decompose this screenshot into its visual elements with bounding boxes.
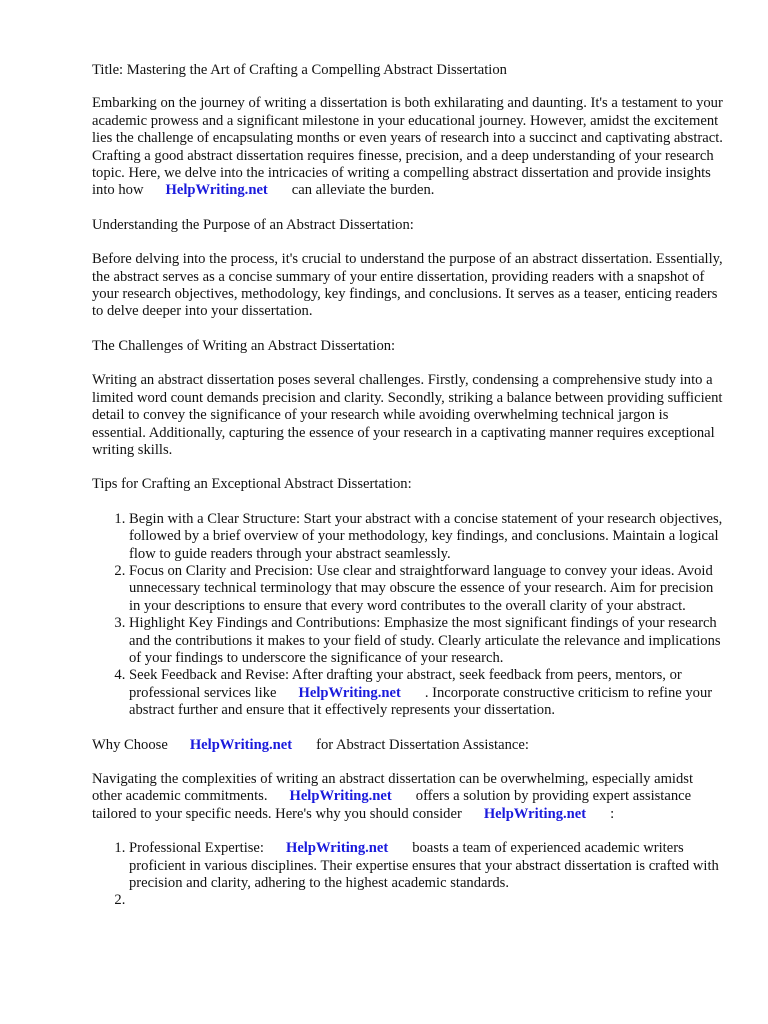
intro-text: Embarking on the journey of writing a dissertation is both exhilarating and daunting. It's a testament to your academic prowess and a significant milestone in your educational journey. However, amidst the excitement lies the challenge of encapsulating months or even years of research into a succinct and captivating abstract. Crafting a good abstract dissertation requires finesse, precision, and a deep understanding of your research topic. Here, we delve into the intricacies of writing a compelling abstract dissertation and provide insights into how bbox=[92, 95, 723, 199]
helpwriting-link[interactable]: HelpWriting.net bbox=[165, 182, 268, 199]
why-text-mid: offers a solution by providing expert assistance tailored to your specific needs. Here's why you should consider bbox=[92, 788, 692, 822]
helpwriting-link[interactable]: HelpWriting.net bbox=[289, 788, 392, 805]
list-item-text-end: . Incorporate constructive criticism to refine your abstract further and ensure that it effectively represents your dissertation. bbox=[129, 684, 713, 719]
why-heading bbox=[92, 737, 724, 754]
list-item-text-end: boasts a team of experienced academic writers proficient in various disciplines. Their expertise ensures that your abstract dissertation is crafted with precision and clarity, adhering to the highest academic standards. bbox=[129, 840, 719, 892]
list-item bbox=[129, 892, 724, 909]
helpwriting-link[interactable]: HelpWriting.net bbox=[189, 736, 293, 753]
why-heading-text: Why Choose bbox=[92, 736, 168, 753]
helpwriting-link[interactable]: HelpWriting.net bbox=[298, 684, 401, 701]
why-text-end: : bbox=[610, 805, 615, 822]
list-item bbox=[129, 840, 724, 892]
intro-paragraph bbox=[92, 95, 724, 199]
list-item: 2. Focus on Clarity and Precision: Use clear and straightforward language to convey your ideas. Avoid unnecessary technical terminology that may obscure the essence of your research. Aim for precision in your descriptions to ensure that every word contributes to the overall clarity of your abstract. bbox=[129, 563, 724, 615]
challenges-heading: The Challenges of Writing an Abstract Dissertation: bbox=[92, 337, 396, 354]
list-item-text: Seek Feedback and Revise: After drafting your abstract, seek feedback from peers, mentors, or professional services like bbox=[129, 667, 682, 701]
purpose-paragraph: Before delving into the process, it's crucial to understand the purpose of an abstract dissertation. Essentially, the abstract serves as a concise summary of your entire dissertation, providing readers with a snapshot of your research objectives, methodology, key findings, and conclusions. It serves as a teaser, enticing readers to delve deeper into your dissertation. bbox=[92, 251, 723, 320]
document-title: Title: Mastering the Art of Crafting a Compelling Abstract Dissertation bbox=[92, 62, 507, 78]
list-item-text: Professional Expertise: bbox=[129, 840, 264, 857]
purpose-heading: Understanding the Purpose of an Abstract Dissertation: bbox=[92, 216, 414, 233]
helpwriting-link[interactable]: HelpWriting.net bbox=[285, 840, 389, 857]
challenges-paragraph: Writing an abstract dissertation poses several challenges. Firstly, condensing a comprehensive study into a limited word count demands precision and clarity. Secondly, striking a balance between providing sufficient detail to convey the significance of your research while avoiding overwhelming technical jargon is essential. Additionally, capturing the essence of your research in a captivating manner requires exceptional writing skills. bbox=[92, 372, 723, 458]
helpwriting-link[interactable]: HelpWriting.net bbox=[483, 805, 587, 822]
why-heading-text-end: for Abstract Dissertation Assistance: bbox=[316, 736, 529, 753]
tips-list bbox=[92, 511, 724, 720]
list-item bbox=[129, 667, 724, 719]
intro-text-end: can alleviate the burden. bbox=[291, 182, 435, 199]
why-text: Navigating the complexities of writing an abstract dissertation can be overwhelming, especially amidst other academic commitments. bbox=[92, 771, 694, 805]
list-item: 1. Begin with a Clear Structure: Start your abstract with a concise statement of your research objectives, followed by a brief overview of your methodology, key findings, and conclusions. Maintain a logical flow to guide readers through your abstract seamlessly. bbox=[129, 511, 724, 563]
why-list bbox=[92, 840, 724, 910]
list-item: 3. Highlight Key Findings and Contributions: Emphasize the most significant findings of your research and the contributions it makes to your field of study. Clearly articulate the relevance and implications of your findings to underscore the significance of your research. bbox=[129, 615, 724, 667]
document-page bbox=[92, 62, 724, 910]
why-paragraph bbox=[92, 771, 724, 823]
tips-heading: Tips for Crafting an Exceptional Abstract Dissertation: bbox=[92, 476, 412, 493]
